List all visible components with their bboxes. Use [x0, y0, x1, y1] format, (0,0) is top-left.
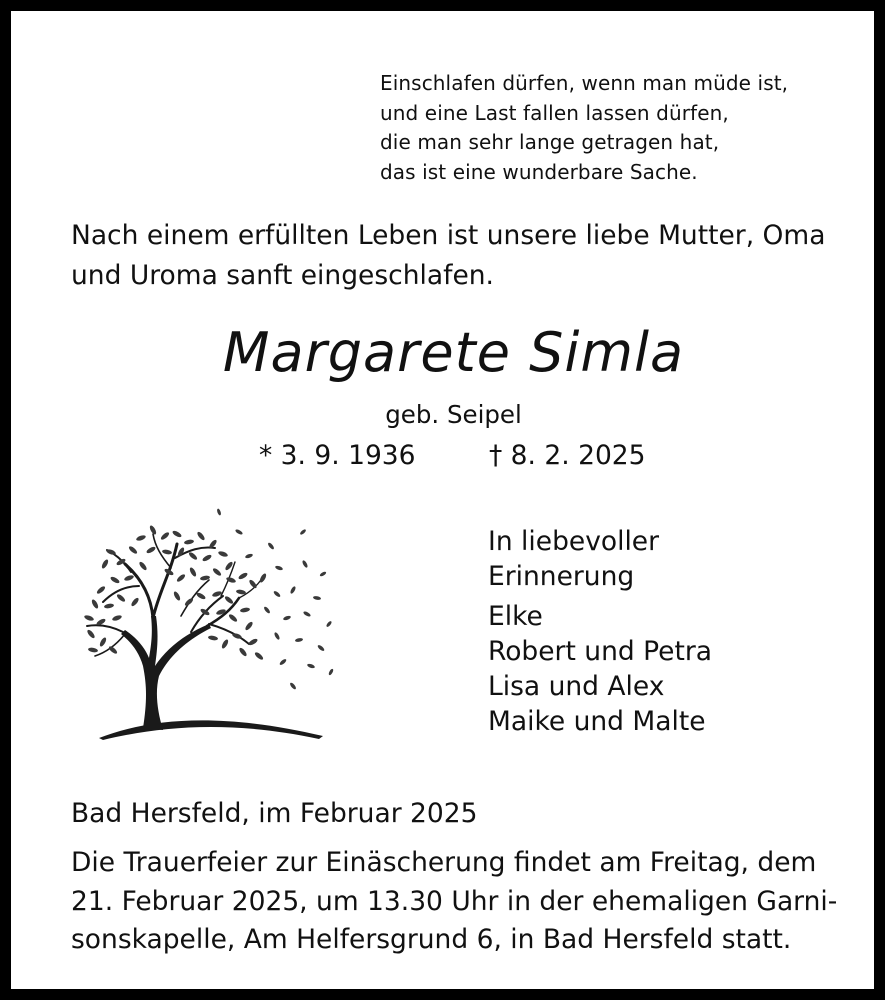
poem-line: die man sehr lange getragen hat,	[380, 130, 720, 154]
birth-date: * 3. 9. 1936	[259, 440, 416, 471]
maiden-name: geb. Seipel	[385, 400, 522, 429]
death-date: † 8. 2. 2025	[489, 440, 646, 471]
poem-line: das ist eine wunderbare Sache.	[380, 159, 698, 184]
greeting-line: Erinnerung	[488, 561, 635, 592]
family-member: Lisa und Alex	[488, 671, 665, 702]
tree-with-falling-leaves-icon	[81, 506, 341, 746]
service-line: sonskapelle, Am Helfersgrund 6, in Bad Hersfeld statt.	[71, 924, 792, 955]
poem	[380, 69, 788, 187]
service-info	[71, 844, 837, 960]
family-signature	[488, 524, 712, 739]
intro-line: Nach einem erfüllten Leben ist unsere liebe Mutter, Oma	[71, 220, 826, 251]
family-member: Robert und Petra	[488, 636, 712, 667]
service-line: Die Trauerfeier zur Einäscherung findet am Freitag, dem	[71, 847, 817, 878]
poem-line: Einschlafen dürfen, wenn man müde ist,	[380, 71, 789, 95]
poem-line: und eine Last fallen lassen dürfen,	[380, 100, 729, 125]
place-and-date: Bad Hersfeld, im Februar 2025	[71, 798, 478, 829]
intro-text	[71, 216, 861, 296]
family-member: Elke	[488, 601, 543, 632]
greeting-line: In liebevoller	[488, 526, 660, 557]
intro-line: und Uroma sanft eingeschlafen.	[71, 260, 494, 291]
deceased-name: Margarete Simla	[222, 321, 685, 384]
service-line: 21. Februar 2025, um 13.30 Uhr in der ehemaligen Garni-	[71, 885, 838, 917]
family-member: Maike und Malte	[488, 706, 706, 737]
